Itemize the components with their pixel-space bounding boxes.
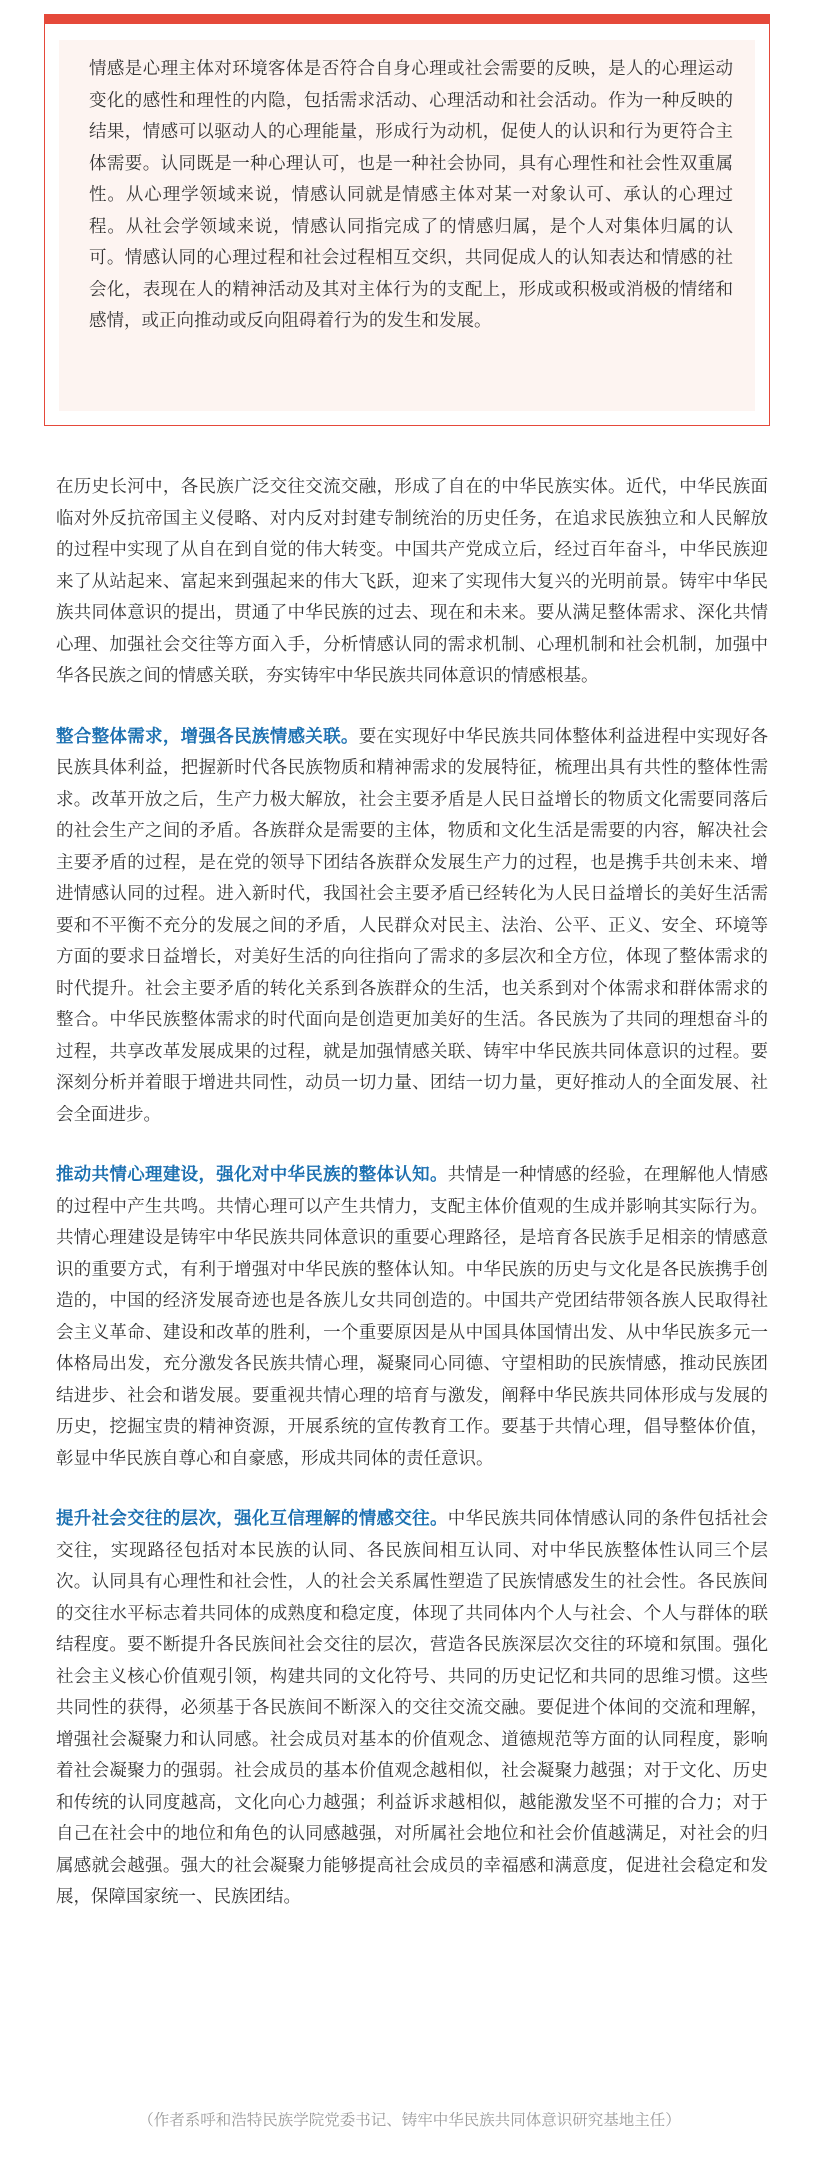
section-heading-social-interaction: 提升社会交往的层次，强化互信理解的情感交往。 — [56, 1509, 448, 1529]
article-body — [56, 472, 768, 1943]
section-heading-needs: 整合整体需求，增强各民族情感关联。 — [56, 726, 359, 747]
summary-callout-box — [44, 14, 770, 426]
section-paragraph-social-interaction — [56, 1504, 768, 1914]
section-heading-empathy: 推动共情心理建设，强化对中华民族的整体认知。 — [56, 1165, 448, 1185]
section-body-needs: 要在实现好中华民族共同体整体利益进程中实现好各民族具体利益，把握新时代各民族物质和精神需求的发展特征，梳理出具有共性的整体性需求。改革开放之后，生产力极大解放，社会主要矛盾是人民日益增长的物质文化需要同落后的社会生产之间的矛盾。各族群众是需要的主体，物质和文化生活是需要的内容，解决社会主要矛盾的过程，是在党的领导下团结各族群众发展生产力的过程，也是携手共创未来、增进情感认同的过程。进入新时代，我国社会主要矛盾已经转化为人民日益增长的美好生活需要和不平衡不充分的发展之间的矛盾，人民群众对民主、法治、公平、正义、安全、环境等方面的要求日益增长，对美好生活的向往指向了需求的多层次和全方位，体现了整体需求的时代提升。社会主要矛盾的转化关系到各族群众的生活，也关系到对个体需求和群体需求的整合。中华民族整体需求的时代面向是创造更加美好的生活。各民族为了共同的理想奋斗的过程，共享改革发展成果的过程，就是加强情感关联、铸牢中华民族共同体意识的过程。要深刻分析并着眼于增进共同性，动员一切力量、团结一切力量，更好推动人的全面发展、社会全面进步。 — [56, 726, 769, 1125]
section-paragraph-needs — [56, 722, 768, 1132]
section-paragraph-empathy — [56, 1160, 768, 1475]
section-body-empathy: 共情是一种情感的经验，在理解他人情感的过程中产生共鸣。共情心理可以产生共情力，支配主体价值观的生成并影响其实际行为。共情心理建设是铸牢中华民族共同体意识的重要心理路径，是培育各民族手足相亲的情感意识的重要方式，有利于增强对中华民族的整体认知。中华民族的历史与文化是各民族携手创造的，中国的经济发展奇迹也是各族儿女共同创造的。中国共产党团结带领各族人民取得社会主义革命、建设和改革的胜利，一个重要原因是从中国具体国情出发、从中华民族多元一体格局出发，充分激发各民族共情心理，凝聚同心同德、守望相助的民族情感，推动民族团结进步、社会和谐发展。要重视共情心理的培育与激发，阐释中华民族共同体形成与发展的历史，挖掘宝贵的精神资源，开展系统的宣传教育工作。要基于共情心理，倡导整体价值，彰显中华民族自尊心和自豪感，形成共同体的责任意识。 — [56, 1165, 769, 1469]
summary-callout-text: 情感是心理主体对环境客体是否符合自身心理或社会需要的反映，是人的心理运动变化的感性和理性的内隐，包括需求活动、心理活动和社会活动。作为一种反映的结果，情感可以驱动人的心理能量，形成行为动机，促使人的认识和行为更符合主体需要。认同既是一种心理认可，也是一种社会协同，具有心理性和社会性双重属性。从心理学领域来说，情感认同就是情感主体对某一对象认可、承认的心理过程。从社会学领域来说，情感认同指完成了的情感归属，是个人对集体归属的认可。情感认同的心理过程和社会过程相互交织，共同促成人的认知表达和情感的社会化，表现在人的精神活动及其对主体行为的支配上，形成或积极或消极的情绪和感情，或正向推动或反向阻碍着行为的发生和发展。 — [89, 59, 733, 331]
author-byline: （作者系呼和浩特民族学院党委书记、铸牢中华民族共同体意识研究基地主任） — [138, 2111, 681, 2129]
summary-callout-background — [59, 40, 755, 411]
intro-paragraph: 在历史长河中，各民族广泛交往交流交融，形成了自在的中华民族实体。近代，中华民族面临对外反抗帝国主义侵略、对内反对封建专制统治的历史任务，在追求民族独立和人民解放的过程中实现了从自在到自觉的伟大转变。中国共产党成立后，经过百年奋斗，中华民族迎来了从站起来、富起来到强起来的伟大飞跃，迎来了实现伟大复兴的光明前景。铸牢中华民族共同体意识的提出，贯通了中华民族的过去、现在和未来。要从满足整体需求、深化共情心理、加强社会交往等方面入手，分析情感认同的需求机制、心理机制和社会机制，加强中华各民族之间的情感关联，夯实铸牢中华民族共同体意识的情感根基。 — [56, 477, 768, 686]
section-body-social-interaction: 中华民族共同体情感认同的条件包括社会交往，实现路径包括对本民族的认同、各民族间相互认同、对中华民族整体性认同三个层次。认同具有心理性和社会性，人的社会关系属性塑造了民族情感发生的社会性。各民族间的交往水平标志着共同体的成熟度和稳定度，体现了共同体内个人与社会、个人与群体的联结程度。要不断提升各民族间社会交往的层次，营造各民族深层次交往的环境和氛围。强化社会主义核心价值观引领，构建共同的文化符号、共同的历史记忆和共同的思维习惯。这些共同性的获得，必须基于各民族间不断深入的交往交流交融。要促进个体间的交流和理解，增强社会凝聚力和认同感。社会成员对基本的价值观念、道德规范等方面的认同程度，影响着社会凝聚力的强弱。社会成员的基本价值观念越相似，社会凝聚力越强；对于文化、历史和传统的认同度越高，文化向心力越强；利益诉求越相似，越能激发坚不可摧的合力；对于自己在社会中的地位和角色的认同感越强，对所属社会地位和社会价值越满足，对社会的归属感就会越强。强大的社会凝聚力能够提高社会成员的幸福感和满意度，促进社会稳定和发展，保障国家统一、民族团结。 — [56, 1509, 769, 1907]
